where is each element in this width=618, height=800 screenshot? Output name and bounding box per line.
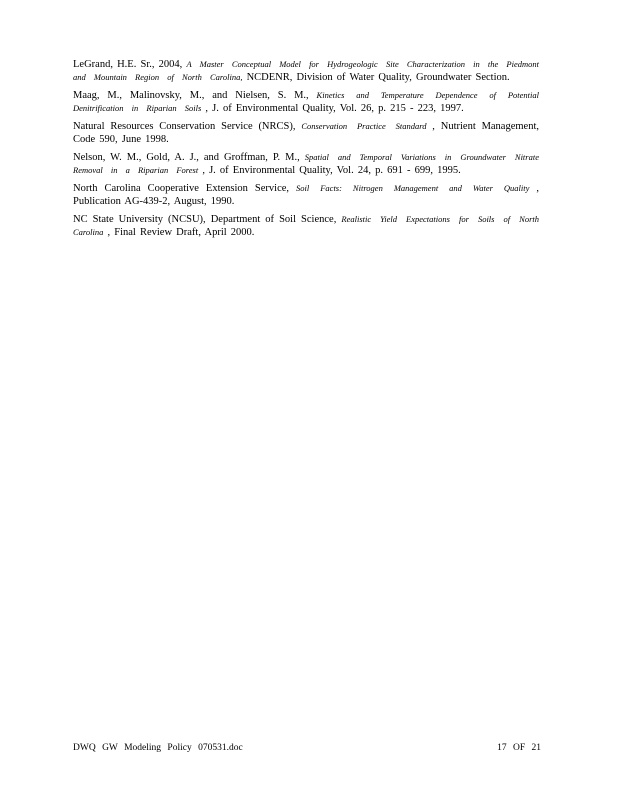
reference-authors: Nelson, W. M., Gold, A. J., and Groffman, P. M., [73,152,305,163]
reference-authors: North Carolina Cooperative Extension Service, [73,183,297,194]
reference-entry [73,120,539,146]
reference-title: Realistic Yield Expectations for Soils of North Carolina [73,214,540,237]
reference-title: Spatial and Temporal Variations in Groundwater Nitrate Removal in a Riparian Forest [73,152,539,175]
reference-source: , Nutrient Management, Code 590, June 1998. [73,121,540,145]
reference-source: , J. of Environmental Quality, Vol. 26, p. 215 - 223, 1997. [201,103,464,114]
reference-authors: LeGrand, H.E. Sr., 2004, [73,59,187,70]
reference-authors: Maag, M., Malinovsky, M., and Nielsen, S. M., [73,90,317,101]
reference-entry [73,151,539,177]
reference-source: , J. of Environmental Quality, Vol. 24, p. 691 - 699, 1995. [198,165,461,176]
page-footer [73,743,541,753]
reference-entry [73,89,539,115]
reference-entry [73,213,539,239]
reference-authors: Natural Resources Conservation Service (NRCS), [73,121,302,132]
reference-title: Conservation Practice Standard [301,121,427,131]
reference-authors: NC State University (NCSU), Department of Soil Science, [73,214,342,225]
reference-title: A Master Conceptual Model for Hydrogeologic Site Characterization in the Piedmont and Mountain Region of North Carolina, [73,59,539,82]
reference-entry [73,182,539,208]
reference-title: Soil Facts: Nitrogen Management and Water Quality [296,183,530,193]
reference-entry [73,58,539,84]
reference-source: NCDENR, Division of Water Quality, Groundwater Section. [242,72,510,83]
footer-page-number: 17 OF 21 [497,743,541,753]
reference-title: Kinetics and Temperature Dependence of Potential Denitrification in Riparian Soils [73,90,539,113]
reference-source: , Final Review Draft, April 2000. [103,227,255,238]
footer-filename: DWQ GW Modeling Policy 070531.doc [73,743,243,753]
references-list [73,58,539,244]
reference-source: , Publication AG-439-2, August, 1990. [73,183,540,207]
